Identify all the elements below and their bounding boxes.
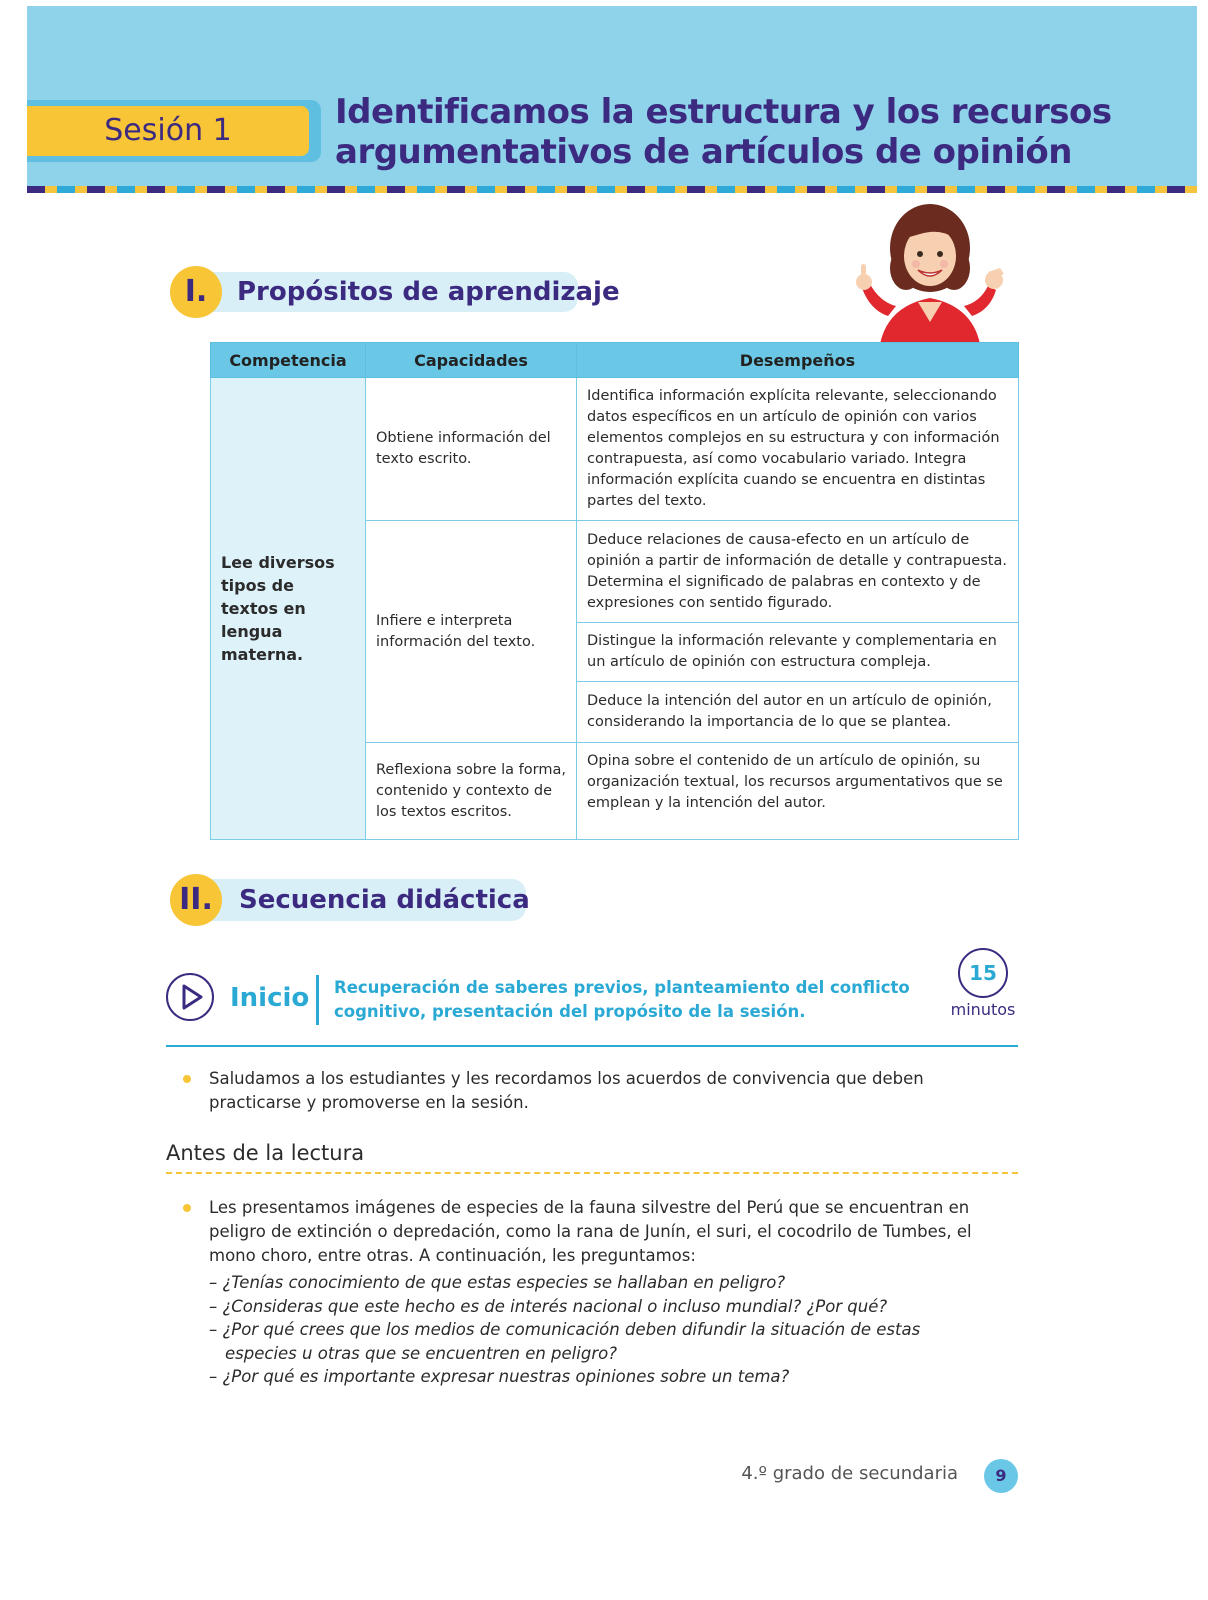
table-row <box>211 378 1019 521</box>
antes-paragraph: Les presentamos imágenes de especies de la fauna silvestre del Perú que se encuentran en peligro de extinción o depredación, como la rana de Junín, el suri, el cocodrilo de Tumbes, el mono choro, entre otras. A continuación, les preguntamos: <box>209 1198 972 1265</box>
greeting-paragraph: Saludamos a los estudiantes y les recordamos los acuerdos de convivencia que deben practicarse y promoverse en la sesión. <box>209 1069 924 1112</box>
header-desempenos: Desempeños <box>577 343 1019 378</box>
inicio-label: Inicio <box>230 983 310 1013</box>
capacidad-cell: Infiere e interpreta información del texto. <box>366 521 577 743</box>
header-stripe <box>27 186 1197 193</box>
inicio-rule <box>166 1045 1018 1047</box>
purposes-table <box>210 342 1019 840</box>
desempeno-cell: Deduce relaciones de causa-efecto en un artículo de opinión a partir de información de detalle y contrapuesta. Determina el significado de palabras en contexto y de expresiones con sentido figurado. <box>577 521 1019 623</box>
bullet-icon <box>183 1204 191 1212</box>
footer-grade: 4.º grado de secundaria <box>741 1463 958 1484</box>
timer-unit: minutos <box>950 1000 1016 1019</box>
teacher-illustration <box>840 198 1020 344</box>
timer-minutes: 15 <box>969 961 997 985</box>
inicio-divider <box>316 975 319 1025</box>
capacidad-cell: Obtiene información del texto escrito. <box>366 378 577 521</box>
page-number: 9 <box>984 1459 1018 1493</box>
section2-numeral: II. <box>170 874 222 926</box>
capacidad-cell: Reflexiona sobre la forma, contenido y contexto de los textos escritos. <box>366 743 577 840</box>
header-capacidades: Capacidades <box>366 343 577 378</box>
session-label: Sesión 1 <box>104 113 232 148</box>
page-title-line2: argumentativos de artículos de opinión <box>335 132 1072 172</box>
section1-numeral: I. <box>170 266 222 318</box>
antes-dashed-rule <box>166 1172 1018 1174</box>
questions-list <box>209 1271 969 1389</box>
list-item: – ¿Tenías conocimiento de que estas especies se hallaban en peligro? <box>209 1273 786 1292</box>
desempeno-cell: Identifica información explícita relevante, seleccionando datos específicos en un artículo de opinión con varios elementos complejos en su estructura y con información contrapuesta, así como vocabulario variado. Integra información explícita cuando se encuentra en distintas partes del texto. <box>577 378 1019 521</box>
antes-heading: Antes de la lectura <box>166 1141 365 1165</box>
timer-icon <box>958 948 1008 998</box>
table-header-row <box>211 343 1019 378</box>
desempeno-cell: Distingue la información relevante y complementaria en un artículo de opinión con estructura compleja. <box>577 623 1019 682</box>
list-item: – ¿Por qué es importante expresar nuestras opiniones sobre un tema? <box>209 1367 790 1386</box>
list-item: – ¿Por qué crees que los medios de comunicación deben difundir la situación de estas especies u otras que se encuentren en peligro? <box>209 1320 921 1363</box>
page-title <box>335 92 1155 172</box>
bullet-icon <box>183 1075 191 1083</box>
page-title-line1: Identificamos la estructura y los recursos <box>335 92 1112 132</box>
list-item: – ¿Consideras que este hecho es de interés nacional o incluso mundial? ¿Por qué? <box>209 1296 888 1316</box>
desempeno-cell: Deduce la intención del autor en un artículo de opinión, considerando la importancia de lo que se plantea. <box>577 682 1019 743</box>
play-icon <box>166 973 214 1021</box>
section2-title: Secuencia didáctica <box>239 885 530 915</box>
header-competencia: Competencia <box>211 343 366 378</box>
competencia-cell: Lee diversos tipos de textos en lengua materna. <box>211 378 366 840</box>
inicio-description: Recuperación de saberes previos, planteamiento del conflicto cognitivo, presentación del propósito de la sesión. <box>334 978 910 1021</box>
section1-title: Propósitos de aprendizaje <box>237 277 620 307</box>
desempeno-cell: Opina sobre el contenido de un artículo de opinión, su organización textual, los recursos argumentativos que se emplean y la intención del autor. <box>577 743 1019 840</box>
